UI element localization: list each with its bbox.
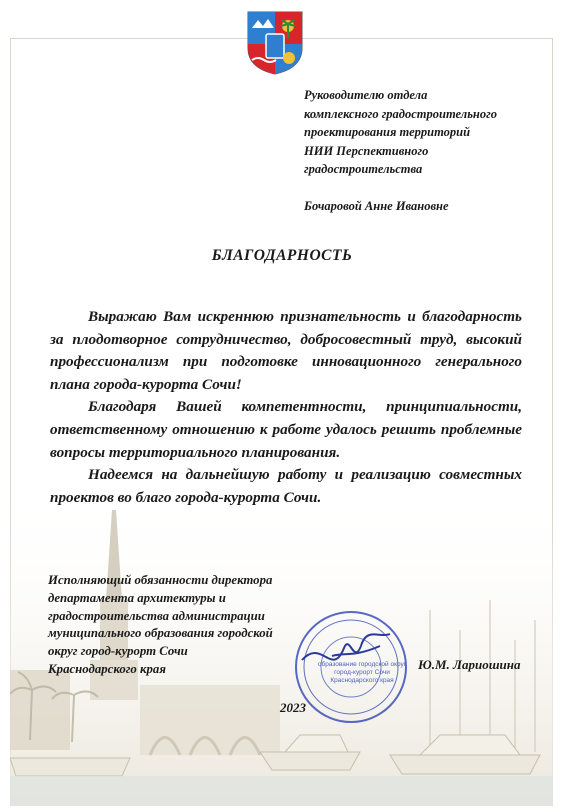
body-paragraph: Благодаря Вашей компетентности, принципиальности, ответственному отношению к работе удалось решить проблемные вопросы территориального планирования. bbox=[50, 398, 522, 461]
addressee-name: Бочаровой Анне Ивановне bbox=[304, 198, 449, 213]
stamp-line: город-курорт Сочи bbox=[334, 669, 390, 676]
addressee-line: градостроительства bbox=[304, 162, 423, 176]
position-line: Исполняющий обязанности директора bbox=[48, 573, 273, 587]
stamp-line: образование городской округ bbox=[317, 661, 407, 668]
position-line: Краснодарского края bbox=[48, 661, 166, 676]
date-year: 2023 bbox=[280, 700, 306, 715]
addressee-line: НИИ Перспективного bbox=[304, 143, 429, 158]
document-title: БЛАГОДАРНОСТЬ bbox=[211, 247, 353, 264]
body-paragraph: Надеемся на дальнейшую работу и реализацию совместных проектов во благо города-курорта Сочи. bbox=[50, 466, 522, 506]
stamp-line: Краснодарского края bbox=[330, 677, 394, 684]
position-line: округ город-курорт Сочи bbox=[48, 644, 188, 659]
signer-name: Ю.М. Лариошина bbox=[418, 657, 521, 672]
addressee-line: комплексного градостроительного bbox=[304, 106, 497, 121]
position-line: департамента архитектуры и bbox=[48, 590, 226, 605]
addressee-block bbox=[304, 86, 544, 215]
sochi-coat-of-arms-icon bbox=[244, 8, 306, 76]
position-line: муниципального образования городской bbox=[48, 626, 273, 641]
letter-body bbox=[50, 306, 522, 509]
official-stamp bbox=[292, 608, 410, 726]
addressee-line: проектирования территорий bbox=[304, 125, 471, 139]
signatory-position bbox=[48, 572, 328, 679]
body-paragraph: Выражаю Вам искреннюю признательность и благодарность за плодотворное сотрудничество, добросовестный труд, высокий профессионализм при подготовке инновационного генерального плана города-курорта Сочи! bbox=[50, 308, 522, 393]
position-line: градостроительства администрации bbox=[48, 608, 265, 623]
addressee-line: Руководителю отдела bbox=[304, 88, 428, 102]
